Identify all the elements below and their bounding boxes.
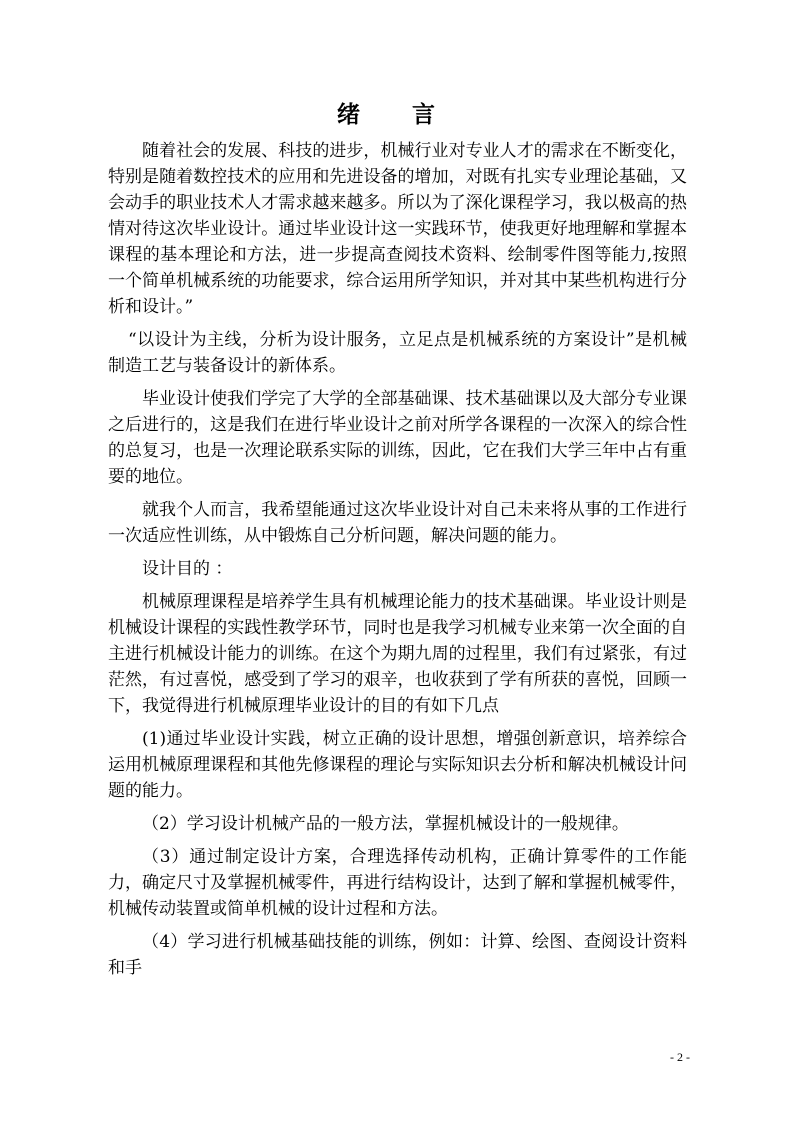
section-heading-design-purpose: 设计目的 ： <box>142 559 233 579</box>
list-item-4: （4）学习进行机械基础技能的训练，例如：计算、绘图、查阅设计资料和手 <box>108 932 687 978</box>
body-text <box>108 138 687 981</box>
page-number: - 2 - <box>670 1050 690 1064</box>
paragraph-intro: 随着社会的发展、科技的进步，机械行业对专业人才的需求在不断变化，特别是随着数控技术的应用和先进设备的增加，对既有扎实专业理论基础，又会动手的职业技术人才需求越来越多。所以为了深化课程学习，我以极高的热情对待这次毕业设计。通过毕业设计这一实践环节，使我更好地理解和掌握本课程的基本理论和方法，进一步提高查阅技术资料、绘制零件图等能力,按照一个简单机械系统的功能要求，综合运用所学知识，并对其中某些机构进行分析和设计。” <box>108 141 687 317</box>
list-item-1: (1)通过毕业设计实践，树立正确的设计思想，增强创新意识，培养综合运用机械原理课程和其他先修课程的理论与实际知识去分析和解决机械设计问题的能力。 <box>108 729 687 801</box>
paragraph-graduation-design: 毕业设计使我们学完了大学的全部基础课、技术基础课以及大部分专业课之后进行的，这是我们在进行毕业设计之前对所学各课程的一次深入的综合性的总复习，也是一次理论联系实际的训练，因此，它在我们大学三年中占有重要的地位。 <box>108 389 687 487</box>
paragraph-course-description: 机械原理课程是培养学生具有机械理论能力的技术基础课。毕业设计则是机械设计课程的实践性教学环节，同时也是我学习机械专业来第一次全面的自主进行机械设计能力的训练。在这个为期九周的过程里，我们有过紧张，有过茫然，有过喜悦，感受到了学习的艰辛，也收获到了学有所获的喜悦，回顾一下，我觉得进行机械原理毕业设计的目的有如下几点 <box>108 592 687 716</box>
list-item-3: （3）通过制定设计方案，合理选择传动机构，正确计算零件的工作能力，确定尺寸及掌握机械零件，再进行结构设计，达到了解和掌握机械零件，机械传动装置或简单机械的设计过程和方法。 <box>108 847 687 919</box>
page-title: 绪 言 <box>336 102 457 128</box>
paragraph-personal: 就我个人而言，我希望能通过这次毕业设计对自己未来将从事的工作进行一次适应性训练，从中锻炼自己分析问题，解决问题的能力。 <box>108 500 687 546</box>
list-item-2: （2）学习设计机械产品的一般方法，掌握机械设计的一般规律。 <box>142 814 629 834</box>
paragraph-quote: “以设计为主线，分析为设计服务，立足点是机械系统的方案设计”是机械制造工艺与装备设计的新体系。 <box>108 330 687 376</box>
